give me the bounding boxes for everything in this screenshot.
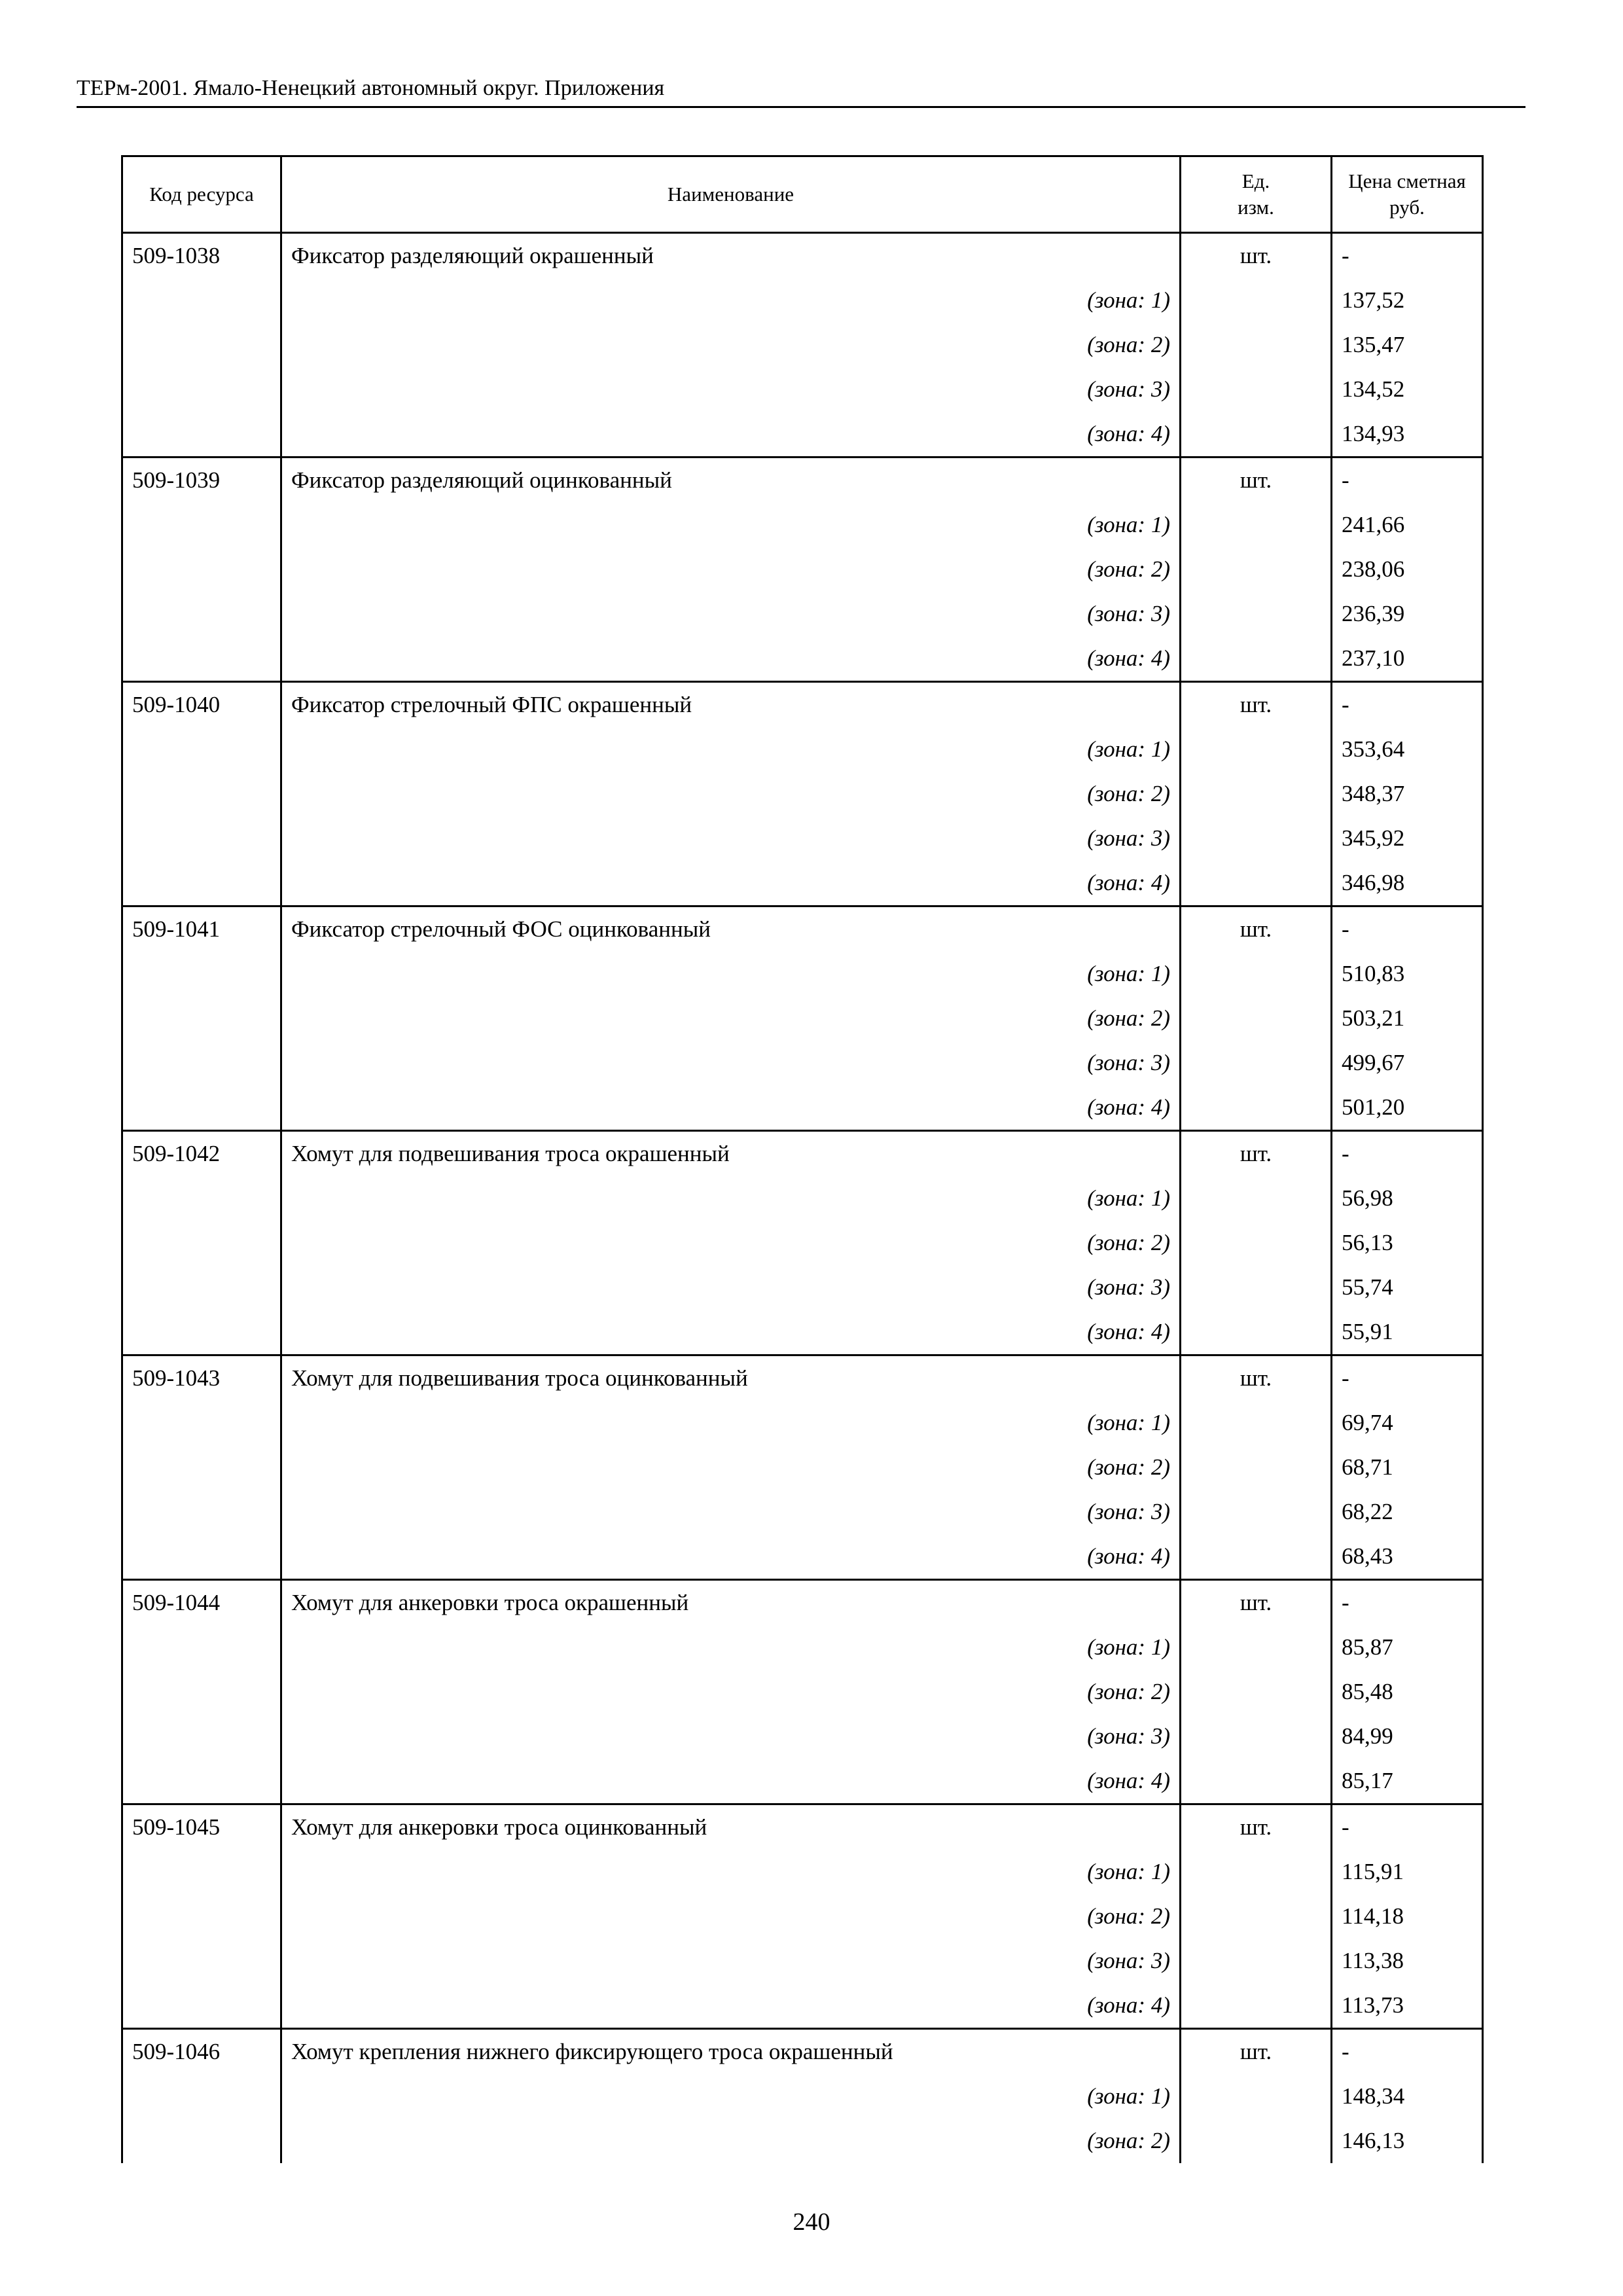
zone-row	[122, 2119, 1483, 2163]
table-row	[122, 2029, 1483, 2075]
zone-price: 85,48	[1332, 1670, 1483, 1714]
zone-price: 113,73	[1332, 1983, 1483, 2029]
zone-row	[122, 1176, 1483, 1221]
empty-code-cell	[122, 1670, 281, 1714]
zone-label: (зона: 4)	[281, 412, 1181, 457]
column-header-unit	[1181, 156, 1332, 233]
resource-code: 509-1040	[122, 682, 281, 728]
resource-unit: шт.	[1181, 906, 1332, 952]
empty-code-cell	[122, 1221, 281, 1265]
zone-price: 238,06	[1332, 547, 1483, 592]
resource-name: Хомут для подвешивания троса оцинкованный	[281, 1355, 1181, 1401]
resource-code: 509-1041	[122, 906, 281, 952]
column-header-code: Код ресурса	[122, 156, 281, 233]
empty-code-cell	[122, 1310, 281, 1355]
empty-code-cell	[122, 1894, 281, 1939]
zone-price: 56,98	[1332, 1176, 1483, 1221]
zone-label: (зона: 2)	[281, 996, 1181, 1041]
empty-unit-cell	[1181, 547, 1332, 592]
zone-price: 115,91	[1332, 1850, 1483, 1894]
empty-code-cell	[122, 2119, 281, 2163]
zone-row	[122, 636, 1483, 682]
empty-unit-cell	[1181, 727, 1332, 772]
empty-unit-cell	[1181, 278, 1332, 323]
empty-code-cell	[122, 1714, 281, 1759]
zone-label: (зона: 3)	[281, 816, 1181, 861]
zone-price: 353,64	[1332, 727, 1483, 772]
zone-row	[122, 1490, 1483, 1534]
empty-unit-cell	[1181, 1534, 1332, 1580]
empty-code-cell	[122, 1625, 281, 1670]
empty-code-cell	[122, 1534, 281, 1580]
resource-code: 509-1043	[122, 1355, 281, 1401]
zone-row	[122, 503, 1483, 547]
zone-row	[122, 1714, 1483, 1759]
zone-label: (зона: 3)	[281, 1939, 1181, 1983]
empty-code-cell	[122, 1939, 281, 1983]
zone-price: 510,83	[1332, 952, 1483, 996]
zone-label: (зона: 2)	[281, 772, 1181, 816]
zone-price: 499,67	[1332, 1041, 1483, 1085]
empty-unit-cell	[1181, 1625, 1332, 1670]
resource-unit: шт.	[1181, 1355, 1332, 1401]
empty-code-cell	[122, 1176, 281, 1221]
zone-row	[122, 278, 1483, 323]
zone-price: 135,47	[1332, 323, 1483, 367]
zone-label: (зона: 3)	[281, 1265, 1181, 1310]
zone-label: (зона: 1)	[281, 1176, 1181, 1221]
empty-code-cell	[122, 1265, 281, 1310]
resource-code: 509-1038	[122, 233, 281, 279]
zone-label: (зона: 4)	[281, 1310, 1181, 1355]
zone-row	[122, 547, 1483, 592]
zone-row	[122, 1939, 1483, 1983]
zone-row	[122, 2074, 1483, 2119]
zone-label: (зона: 2)	[281, 1445, 1181, 1490]
empty-unit-cell	[1181, 503, 1332, 547]
empty-unit-cell	[1181, 772, 1332, 816]
empty-unit-cell	[1181, 1759, 1332, 1804]
resource-price: -	[1332, 1804, 1483, 1850]
resource-code: 509-1045	[122, 1804, 281, 1850]
table-row	[122, 1355, 1483, 1401]
empty-code-cell	[122, 772, 281, 816]
zone-label: (зона: 2)	[281, 1894, 1181, 1939]
zone-price: 241,66	[1332, 503, 1483, 547]
resource-name: Хомут для анкеровки троса оцинкованный	[281, 1804, 1181, 1850]
zone-label: (зона: 2)	[281, 547, 1181, 592]
zone-label: (зона: 4)	[281, 636, 1181, 682]
zone-label: (зона: 3)	[281, 1041, 1181, 1085]
resource-code: 509-1039	[122, 457, 281, 503]
zone-label: (зона: 2)	[281, 2119, 1181, 2163]
page-number: 240	[793, 2208, 830, 2236]
empty-code-cell	[122, 1759, 281, 1804]
empty-unit-cell	[1181, 592, 1332, 636]
zone-price: 85,87	[1332, 1625, 1483, 1670]
zone-price: 237,10	[1332, 636, 1483, 682]
empty-unit-cell	[1181, 1670, 1332, 1714]
empty-unit-cell	[1181, 367, 1332, 412]
empty-unit-cell	[1181, 1221, 1332, 1265]
zone-price: 68,22	[1332, 1490, 1483, 1534]
empty-unit-cell	[1181, 861, 1332, 906]
zone-price: 348,37	[1332, 772, 1483, 816]
empty-code-cell	[122, 278, 281, 323]
zone-label: (зона: 4)	[281, 1983, 1181, 2029]
zone-row	[122, 1221, 1483, 1265]
zone-price: 501,20	[1332, 1085, 1483, 1131]
zone-label: (зона: 1)	[281, 1625, 1181, 1670]
empty-code-cell	[122, 636, 281, 682]
zone-row	[122, 1850, 1483, 1894]
zone-label: (зона: 2)	[281, 1670, 1181, 1714]
resource-name: Фиксатор разделяющий окрашенный	[281, 233, 1181, 279]
document-title: ТЕРм-2001. Ямало-Ненецкий автономный округ. Приложения	[77, 76, 665, 100]
empty-code-cell	[122, 503, 281, 547]
zone-row	[122, 952, 1483, 996]
zone-label: (зона: 1)	[281, 952, 1181, 996]
zone-row	[122, 592, 1483, 636]
resource-unit: шт.	[1181, 1131, 1332, 1177]
empty-code-cell	[122, 861, 281, 906]
resource-price: -	[1332, 233, 1483, 279]
empty-code-cell	[122, 412, 281, 457]
zone-price: 55,91	[1332, 1310, 1483, 1355]
zone-price: 85,17	[1332, 1759, 1483, 1804]
empty-unit-cell	[1181, 2074, 1332, 2119]
empty-unit-cell	[1181, 412, 1332, 457]
empty-unit-cell	[1181, 1850, 1332, 1894]
empty-code-cell	[122, 1445, 281, 1490]
empty-unit-cell	[1181, 1176, 1332, 1221]
zone-row	[122, 1625, 1483, 1670]
zone-row	[122, 1445, 1483, 1490]
empty-unit-cell	[1181, 2119, 1332, 2163]
table-row	[122, 1131, 1483, 1177]
empty-code-cell	[122, 323, 281, 367]
zone-price: 113,38	[1332, 1939, 1483, 1983]
resource-price: -	[1332, 906, 1483, 952]
zone-price: 137,52	[1332, 278, 1483, 323]
empty-unit-cell	[1181, 1983, 1332, 2029]
resource-price: -	[1332, 1580, 1483, 1626]
empty-unit-cell	[1181, 1714, 1332, 1759]
zone-price: 68,43	[1332, 1534, 1483, 1580]
zone-price: 55,74	[1332, 1265, 1483, 1310]
zone-label: (зона: 3)	[281, 1714, 1181, 1759]
resource-name: Хомут для подвешивания троса окрашенный	[281, 1131, 1181, 1177]
zone-price: 134,93	[1332, 412, 1483, 457]
resource-code: 509-1046	[122, 2029, 281, 2075]
table-body	[122, 233, 1483, 2164]
zone-label: (зона: 1)	[281, 503, 1181, 547]
resource-price: -	[1332, 1131, 1483, 1177]
empty-code-cell	[122, 2074, 281, 2119]
zone-row	[122, 1894, 1483, 1939]
table-row	[122, 682, 1483, 728]
empty-unit-cell	[1181, 1490, 1332, 1534]
resource-unit: шт.	[1181, 2029, 1332, 2075]
zone-label: (зона: 4)	[281, 1534, 1181, 1580]
zone-row	[122, 1534, 1483, 1580]
zone-price: 146,13	[1332, 2119, 1483, 2163]
empty-unit-cell	[1181, 323, 1332, 367]
zone-price: 84,99	[1332, 1714, 1483, 1759]
resource-unit: шт.	[1181, 1580, 1332, 1626]
zone-row	[122, 412, 1483, 457]
resource-name: Фиксатор стрелочный ФОС оцинкованный	[281, 906, 1181, 952]
zone-row	[122, 861, 1483, 906]
empty-unit-cell	[1181, 636, 1332, 682]
empty-code-cell	[122, 367, 281, 412]
zone-label: (зона: 3)	[281, 592, 1181, 636]
empty-code-cell	[122, 547, 281, 592]
resource-unit: шт.	[1181, 457, 1332, 503]
resource-code: 509-1044	[122, 1580, 281, 1626]
zone-label: (зона: 1)	[281, 278, 1181, 323]
empty-code-cell	[122, 1401, 281, 1445]
zone-label: (зона: 4)	[281, 861, 1181, 906]
zone-row	[122, 772, 1483, 816]
resource-name: Фиксатор разделяющий оцинкованный	[281, 457, 1181, 503]
empty-unit-cell	[1181, 1265, 1332, 1310]
table-row	[122, 1804, 1483, 1850]
empty-code-cell	[122, 1041, 281, 1085]
empty-code-cell	[122, 1983, 281, 2029]
column-header-price	[1332, 156, 1483, 233]
zone-price: 345,92	[1332, 816, 1483, 861]
table-row	[122, 1580, 1483, 1626]
zone-label: (зона: 1)	[281, 1850, 1181, 1894]
resource-price: -	[1332, 1355, 1483, 1401]
page-header	[77, 73, 1525, 108]
zone-row	[122, 727, 1483, 772]
zone-label: (зона: 2)	[281, 1221, 1181, 1265]
zone-row	[122, 1670, 1483, 1714]
empty-code-cell	[122, 816, 281, 861]
empty-unit-cell	[1181, 1310, 1332, 1355]
empty-code-cell	[122, 1085, 281, 1131]
resource-unit: шт.	[1181, 682, 1332, 728]
zone-row	[122, 367, 1483, 412]
zone-label: (зона: 1)	[281, 2074, 1181, 2119]
zone-row	[122, 1085, 1483, 1131]
resource-code: 509-1042	[122, 1131, 281, 1177]
empty-code-cell	[122, 1850, 281, 1894]
empty-code-cell	[122, 727, 281, 772]
zone-price: 134,52	[1332, 367, 1483, 412]
table-header-row	[122, 156, 1483, 233]
empty-code-cell	[122, 952, 281, 996]
zone-label: (зона: 1)	[281, 1401, 1181, 1445]
price-table	[121, 155, 1484, 2163]
zone-price: 503,21	[1332, 996, 1483, 1041]
resource-price: -	[1332, 2029, 1483, 2075]
resource-name: Хомут крепления нижнего фиксирующего троса окрашенный	[281, 2029, 1181, 2075]
empty-code-cell	[122, 1490, 281, 1534]
empty-unit-cell	[1181, 952, 1332, 996]
resource-unit: шт.	[1181, 233, 1332, 279]
zone-label: (зона: 2)	[281, 323, 1181, 367]
zone-row	[122, 996, 1483, 1041]
zone-label: (зона: 3)	[281, 367, 1181, 412]
zone-row	[122, 323, 1483, 367]
empty-unit-cell	[1181, 1939, 1332, 1983]
zone-price: 56,13	[1332, 1221, 1483, 1265]
zone-row	[122, 1759, 1483, 1804]
zone-price: 346,98	[1332, 861, 1483, 906]
zone-row	[122, 1983, 1483, 2029]
zone-price: 114,18	[1332, 1894, 1483, 1939]
zone-row	[122, 1401, 1483, 1445]
zone-price: 69,74	[1332, 1401, 1483, 1445]
column-header-price-line1: Цена сметная	[1348, 170, 1466, 192]
table-row	[122, 233, 1483, 279]
zone-label: (зона: 4)	[281, 1085, 1181, 1131]
zone-row	[122, 1041, 1483, 1085]
zone-price: 68,71	[1332, 1445, 1483, 1490]
zone-row	[122, 1310, 1483, 1355]
empty-code-cell	[122, 592, 281, 636]
zone-price: 148,34	[1332, 2074, 1483, 2119]
zone-price: 236,39	[1332, 592, 1483, 636]
column-header-name: Наименование	[281, 156, 1181, 233]
zone-row	[122, 1265, 1483, 1310]
resource-price: -	[1332, 457, 1483, 503]
zone-label: (зона: 4)	[281, 1759, 1181, 1804]
empty-unit-cell	[1181, 816, 1332, 861]
empty-unit-cell	[1181, 996, 1332, 1041]
empty-unit-cell	[1181, 1085, 1332, 1131]
empty-unit-cell	[1181, 1041, 1332, 1085]
empty-unit-cell	[1181, 1894, 1332, 1939]
column-header-unit-line2: изм.	[1238, 196, 1274, 219]
table-row	[122, 906, 1483, 952]
zone-label: (зона: 1)	[281, 727, 1181, 772]
resource-unit: шт.	[1181, 1804, 1332, 1850]
resource-name: Фиксатор стрелочный ФПС окрашенный	[281, 682, 1181, 728]
zone-row	[122, 816, 1483, 861]
column-header-price-line2: руб.	[1389, 196, 1425, 219]
resource-name: Хомут для анкеровки троса окрашенный	[281, 1580, 1181, 1626]
empty-code-cell	[122, 996, 281, 1041]
zone-label: (зона: 3)	[281, 1490, 1181, 1534]
empty-unit-cell	[1181, 1445, 1332, 1490]
resource-price: -	[1332, 682, 1483, 728]
column-header-unit-line1: Ед.	[1241, 170, 1270, 192]
table-row	[122, 457, 1483, 503]
empty-unit-cell	[1181, 1401, 1332, 1445]
